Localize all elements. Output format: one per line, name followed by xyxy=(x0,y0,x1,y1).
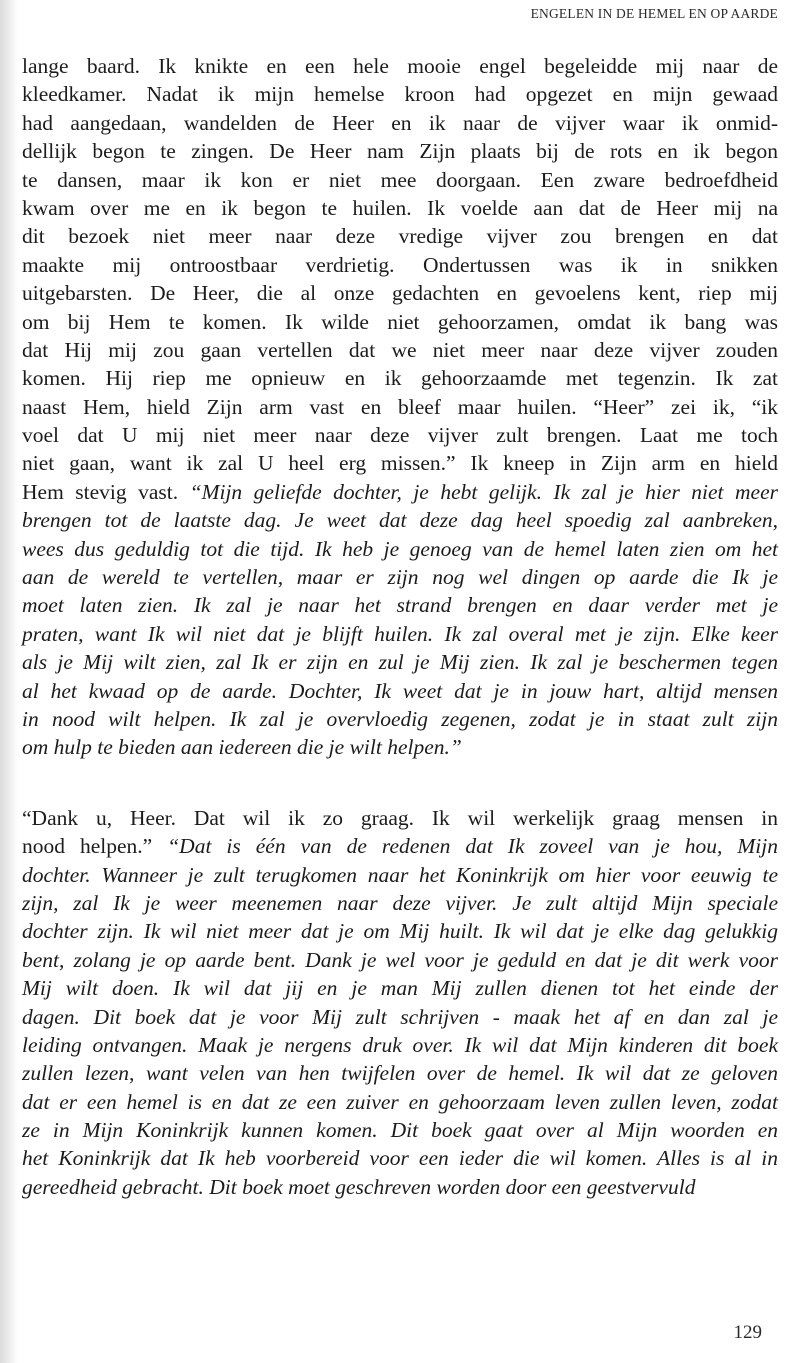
text-run: dellijk begon te zingen. De Heer nam Zijn plaats bij de rots en ik begon xyxy=(22,139,778,164)
text-line xyxy=(22,137,778,165)
text-line xyxy=(22,889,778,917)
text-run: te dansen, maar ik kon er niet mee doorgaan. Een zware bedroefdheid xyxy=(22,167,778,192)
text-line xyxy=(22,506,778,534)
text-run: “Dank u, Heer. Dat wil ik zo graag. Ik wil werkelijk graag mensen in xyxy=(22,805,778,830)
text-run: om bij Hem te komen. Ik wilde niet gehoorzamen, omdat ik bang was xyxy=(22,309,778,334)
text-line xyxy=(22,677,778,705)
italic-text-run: dochter zijn. Ik wil niet meer dat je om Mij huilt. Ik wil dat je elke dag gelukkig xyxy=(22,919,778,944)
text-line xyxy=(22,449,778,477)
text-line xyxy=(22,336,778,364)
italic-text-run: wees dus geduldig tot die tijd. Ik heb je genoeg van de hemel laten zien om het xyxy=(22,536,778,561)
text-line xyxy=(22,222,778,250)
italic-text-run: Mij wilt doen. Ik wil dat jij en je man Mij zullen dienen tot het einde der xyxy=(22,976,778,1001)
italic-text-run: in nood wilt helpen. Ik zal je overvloedig zegenen, zodat je in staat zult zijn xyxy=(22,706,778,731)
italic-text-run: zijn, zal Ik je weer meenemen naar deze vijver. Je zult altijd Mijn speciale xyxy=(22,890,778,915)
text-line xyxy=(22,52,778,80)
text-line xyxy=(22,166,778,194)
text-line xyxy=(22,1116,778,1144)
text-run: nood helpen.” xyxy=(22,834,168,859)
text-line xyxy=(22,279,778,307)
running-head: ENGELEN IN DE HEMEL EN OP AARDE xyxy=(530,6,778,21)
paragraph-gap xyxy=(22,762,778,804)
text-run: kwam over me en ik begon te huilen. Ik voelde aan dat de Heer mij na xyxy=(22,195,778,220)
italic-text-run: aan de wereld te vertellen, maar er zijn nog wel dingen op aarde die Ik je xyxy=(22,565,778,590)
italic-text-run: gereedheid gebracht. Dit boek moet geschreven worden door een geestvervuld xyxy=(22,1174,696,1199)
italic-text-run: praten, want Ik wil niet dat je blijft huilen. Ik zal overal met je zijn. Elke keer xyxy=(22,621,778,646)
italic-text-run: zullen lezen, want velen van hen twijfelen over de hemel. Ik wil dat ze geloven xyxy=(22,1061,778,1086)
text-line xyxy=(22,591,778,619)
italic-text-run: “Dat is één van de redenen dat Ik zoveel van je hou, Mijn xyxy=(167,834,778,859)
text-line xyxy=(22,563,778,591)
paragraph xyxy=(22,804,778,1201)
text-line xyxy=(22,393,778,421)
text-line xyxy=(22,733,778,761)
italic-text-run: moet laten zien. Ik zal je naar het strand brengen en daar verder met je xyxy=(22,593,778,618)
text-line xyxy=(22,1173,778,1201)
text-line xyxy=(22,974,778,1002)
text-line xyxy=(22,251,778,279)
text-line xyxy=(22,705,778,733)
italic-text-run: het Koninkrijk dat Ik heb voorbereid voor een ieder die wil komen. Alles is al in xyxy=(22,1146,778,1171)
text-line xyxy=(22,535,778,563)
text-line xyxy=(22,946,778,974)
text-run: uitgebarsten. De Heer, die al onze gedachten en gevoelens kent, riep mij xyxy=(22,281,778,306)
text-run: had aangedaan, wandelden de Heer en ik naar de vijver waar ik onmid- xyxy=(22,110,778,135)
text-line xyxy=(22,1003,778,1031)
page-number: 129 xyxy=(733,1322,762,1343)
text-line xyxy=(22,917,778,945)
text-run: voel dat U mij niet meer naar deze vijver zult brengen. Laat me toch xyxy=(22,423,778,448)
text-run: kleedkamer. Nadat ik mijn hemelse kroon had opgezet en mijn gewaad xyxy=(22,82,778,107)
text-line xyxy=(22,861,778,889)
text-line xyxy=(22,832,778,860)
text-line xyxy=(22,194,778,222)
page-gutter-shadow xyxy=(0,0,18,1363)
text-run: niet gaan, want ik zal U heel erg missen.” Ik kneep in Zijn arm en hield xyxy=(22,451,778,476)
text-line xyxy=(22,1144,778,1172)
italic-text-run: brengen tot de laatste dag. Je weet dat deze dag heel spoedig zal aanbreken, xyxy=(22,508,778,533)
text-run: maakte mij ontroostbaar verdrietig. Ondertussen was ik in snikken xyxy=(22,252,778,277)
text-run: naast Hem, hield Zijn arm vast en bleef maar huilen. “Heer” zei ik, “ik xyxy=(22,394,778,419)
italic-text-run: als je Mij wilt zien, zal Ik er zijn en zul je Mij zien. Ik zal je beschermen tegen xyxy=(22,650,778,675)
text-line xyxy=(22,620,778,648)
italic-text-run: ze in Mijn Koninkrijk kunnen komen. Dit boek gaat over al Mijn woorden en xyxy=(22,1118,778,1143)
text-line xyxy=(22,1088,778,1116)
text-line xyxy=(22,80,778,108)
text-line xyxy=(22,1059,778,1087)
text-line xyxy=(22,804,778,832)
italic-text-run: dat er een hemel is en dat ze een zuiver en gehoorzaam leven zullen leven, zodat xyxy=(22,1089,778,1114)
italic-text-run: om hulp te bieden aan iedereen die je wilt helpen.” xyxy=(22,735,462,760)
italic-text-run: “Mijn geliefde dochter, je hebt gelijk. Ik zal je hier niet meer xyxy=(189,479,778,504)
text-line xyxy=(22,421,778,449)
italic-text-run: bent, zolang je op aarde bent. Dank je wel voor je geduld en dat je dit werk voor xyxy=(22,947,778,972)
text-run: dit bezoek niet meer naar deze vredige vijver zou brengen en dat xyxy=(22,224,778,249)
italic-text-run: dochter. Wanneer je zult terugkomen naar het Koninkrijk om hier voor eeuwig te xyxy=(22,862,778,887)
text-line xyxy=(22,308,778,336)
text-run: lange baard. Ik knikte en een hele mooie engel begeleidde mij naar de xyxy=(22,54,778,78)
text-line xyxy=(22,1031,778,1059)
paragraph xyxy=(22,52,778,762)
text-line xyxy=(22,648,778,676)
italic-text-run: dagen. Dit boek dat je voor Mij zult schrijven - maak het af en dan zal je xyxy=(22,1004,778,1029)
body-text xyxy=(22,52,778,1201)
text-run: dat Hij mij zou gaan vertellen dat we niet meer naar deze vijver zouden xyxy=(22,337,778,362)
text-line xyxy=(22,364,778,392)
italic-text-run: leiding ontvangen. Maak je nergens druk over. Ik wil dat Mijn kinderen dit boek xyxy=(22,1032,778,1057)
italic-text-run: al het kwaad op de aarde. Dochter, Ik weet dat je in jouw hart, altijd mensen xyxy=(22,678,778,703)
text-run: komen. Hij riep me opnieuw en ik gehoorzaamde met tegenzin. Ik zat xyxy=(22,366,778,391)
text-run: Hem stevig vast. xyxy=(22,479,190,504)
text-line xyxy=(22,109,778,137)
text-line xyxy=(22,478,778,506)
